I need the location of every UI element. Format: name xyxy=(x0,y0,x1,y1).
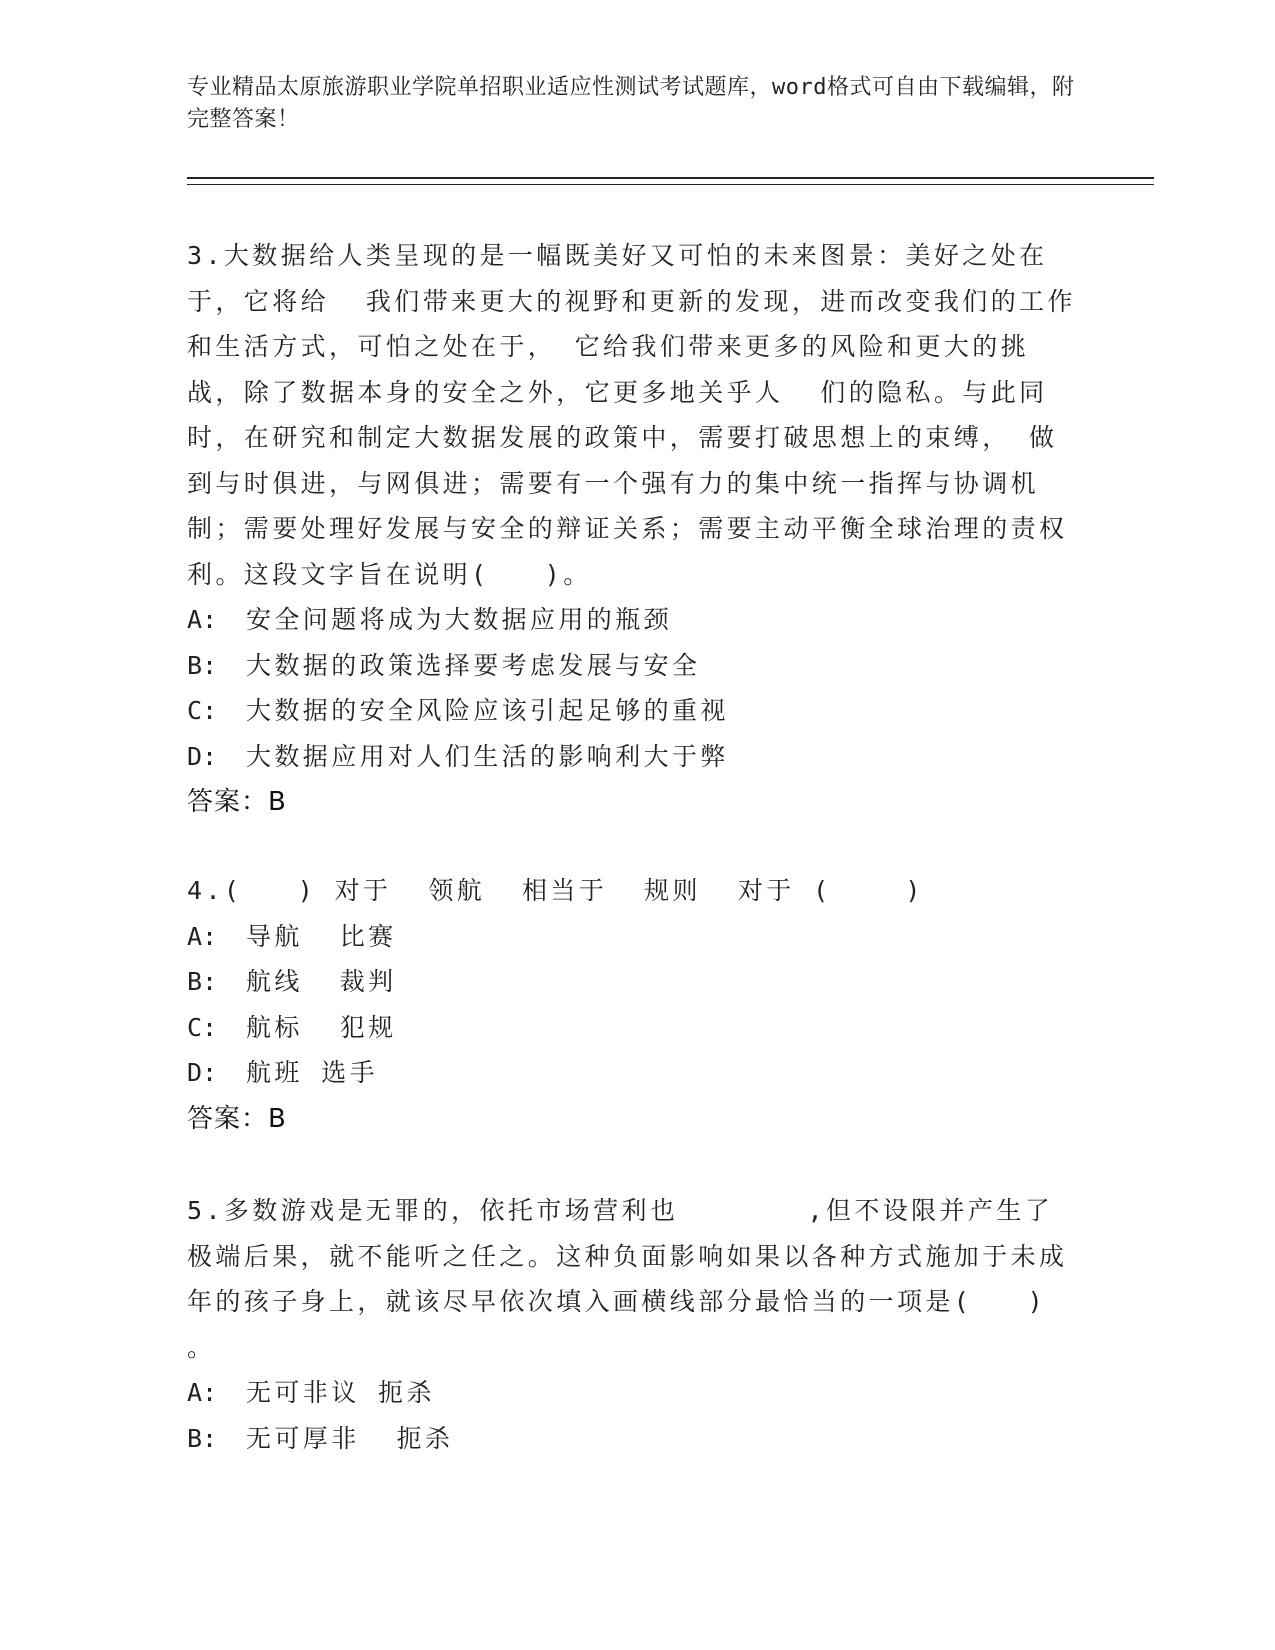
option-b xyxy=(187,959,1077,1005)
header-divider-thin xyxy=(187,184,1154,185)
option-a xyxy=(187,914,1077,960)
option-b xyxy=(187,643,1077,689)
option-c xyxy=(187,1005,1077,1051)
option-letter: B: xyxy=(187,1423,218,1453)
question-4 xyxy=(187,868,1077,1142)
header-text: 专业精品太原旅游职业学院单招职业适应性测试考试题库，word格式可自由下载编辑，附完整答案！ xyxy=(187,75,1075,132)
option-b xyxy=(187,1416,1077,1462)
question-5 xyxy=(187,1188,1077,1461)
option-text: 航标 犯规 xyxy=(246,1012,397,1042)
option-text: 大数据的政策选择要考虑发展与安全 xyxy=(246,650,701,680)
option-d xyxy=(187,1050,1077,1096)
option-text: 安全问题将成为大数据应用的瓶颈 xyxy=(246,605,673,634)
question-stem: 3.大数据给人类呈现的是一幅既美好又可怕的未来图景：美好之处在于，它将给 我们带来更大的视野和更新的发现，进而改变我们的工作和生活方式，可怕之处在于， 它给我们带来更多的风险和更大的挑战，除了数据本身的安全之外，它更多地关乎人 们的隐私。与此同时，在研究和制定大数据发展的政策中，需要打破思想上的束缚， 做到与时俱进，与网俱进；需要有一个强有力的集中统一指挥与协调机制；需要处理好发展与安全的辩证关系；需要主动平衡全球治理的责权利。这段文字旨在说明( )。 xyxy=(187,241,1076,589)
option-letter: C: xyxy=(187,696,218,725)
answer-line: 答案：B xyxy=(187,1103,287,1134)
option-text: 无可厚非 扼杀 xyxy=(246,1423,454,1453)
option-d xyxy=(187,734,1077,780)
option-c xyxy=(187,688,1077,734)
option-text: 无可非议 扼杀 xyxy=(246,1378,435,1407)
answer-line: 答案：B xyxy=(187,787,287,817)
option-letter: B: xyxy=(187,967,218,996)
option-text: 大数据的安全风险应该引起足够的重视 xyxy=(246,696,729,725)
option-letter: D: xyxy=(187,1058,218,1087)
option-letter: B: xyxy=(187,650,218,680)
option-letter: A: xyxy=(187,605,218,634)
option-a xyxy=(187,597,1077,643)
option-letter: A: xyxy=(187,921,218,951)
option-text: 大数据应用对人们生活的影响利大于弊 xyxy=(246,741,729,771)
option-letter: A: xyxy=(187,1378,218,1407)
option-text: 导航 比赛 xyxy=(246,921,397,951)
question-stem: 4.( ) 对于 领航 相当于 规则 对于 ( ) xyxy=(187,876,924,905)
option-text: 航班 选手 xyxy=(246,1058,379,1087)
question-3 xyxy=(187,233,1077,825)
question-stem: 5.多数游戏是无罪的，依托市场营利也 ,但不设限并产生了极端后果，就不能听之任之。这种负面影响如果以各种方式施加于未成年的孩子身上，就该尽早依次填入画横线部分最恰当的一项是( ) 。 xyxy=(187,1196,1068,1362)
header-divider-thick xyxy=(187,177,1154,179)
option-letter: C: xyxy=(187,1012,218,1042)
option-text: 航线 裁判 xyxy=(246,967,397,996)
option-letter: D: xyxy=(187,741,218,771)
page-header xyxy=(187,72,1087,136)
option-a xyxy=(187,1370,1077,1416)
